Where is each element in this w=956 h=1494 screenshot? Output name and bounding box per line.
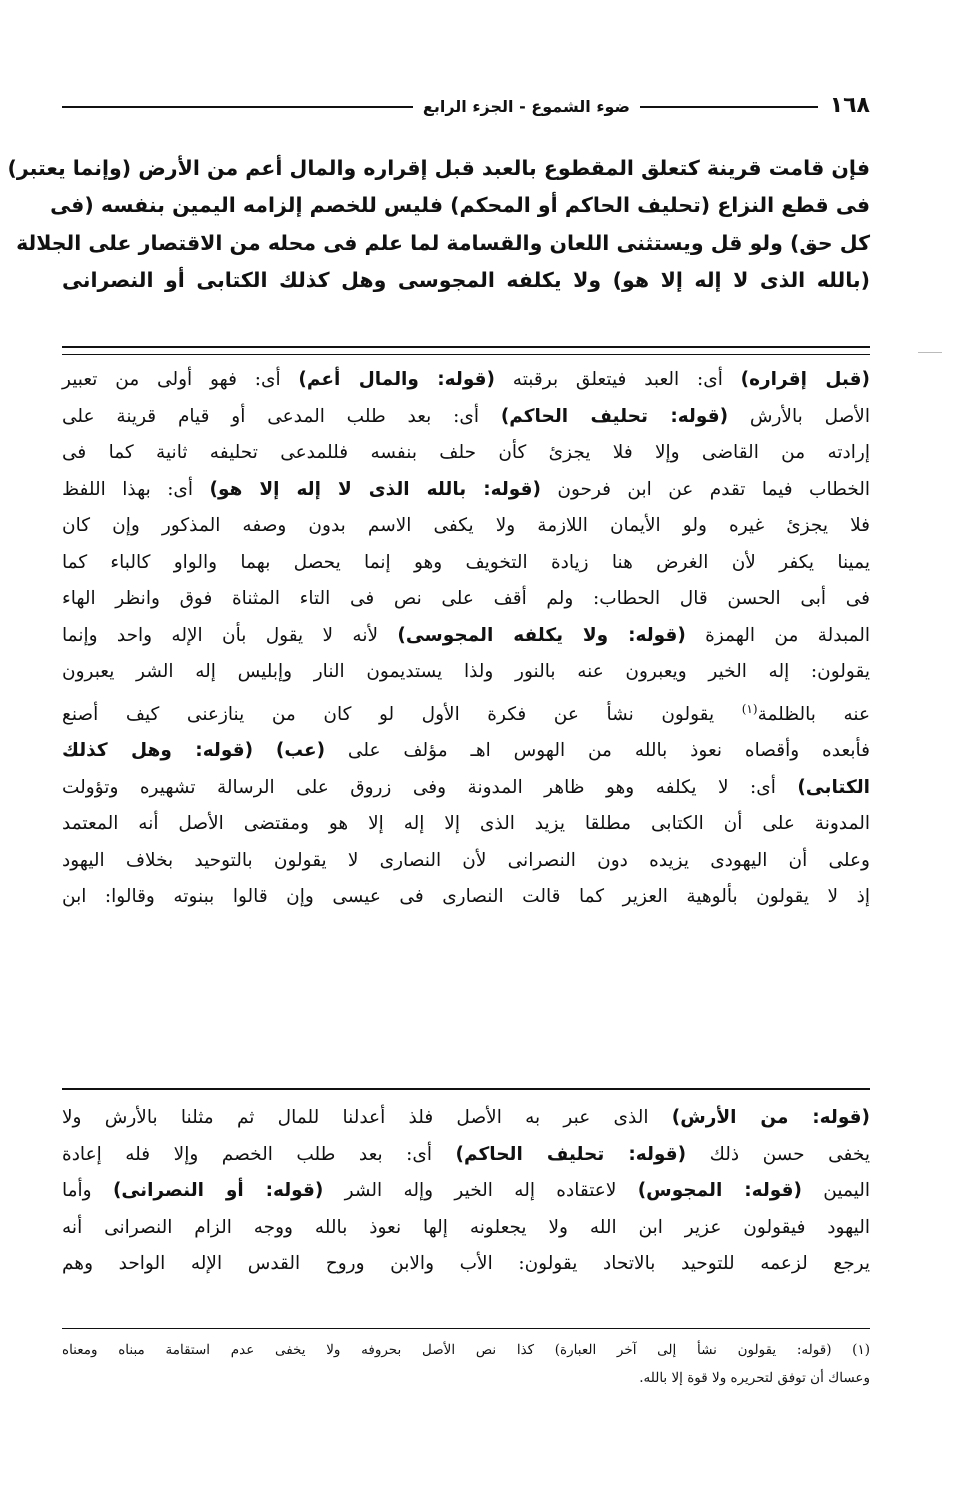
commentary-line: فلا يجزئ غيره ولو الأيمان اللازمة ولا يكفى الاسم بدون وصفه المذكور وإن كان: [62, 515, 870, 536]
main-text-line: فى قطع النزاع (تحليف الحاكم أو المحكم) فليس للخصم إلزامه اليمين بنفسه (فى: [50, 193, 870, 218]
gloss-line: اليهود فيقولون عزير ابن الله ولا يجعلونه إلها نعوذ بالله ووجه الزام النصرانى أنه: [62, 1216, 870, 1238]
main-text: [7, 150, 870, 300]
commentary-line: عنه بالظلمة$^{(١)}$ يقولون نشأ عن فكرة الأول لو كان من ينازعنى كيف أصنع: [62, 701, 870, 725]
commentary-line: فأبعده وأقصاه نعوذ بالله من الهوس اهـ مؤلف على (عب) (قوله: وهل كذلك: [62, 740, 870, 762]
page-header: [62, 84, 870, 128]
footnote-line: وعساك أن توفق لتحريره ولا قوة إلا بالله.: [639, 1370, 870, 1386]
footnote-line: (١) (قوله: يقولون نشأ إلى آخر العبارة) كذا نص الأصل بحروفه ولا يخفى عدم استقامة مبناه ومعناه: [62, 1342, 870, 1358]
commentary-line: المبدلة من الهمزة (قوله: ولا يكلفه المجوسى) لأنه لا يقول بأن الإله واحد وإنما: [62, 624, 871, 646]
commentary-line: يقولون: إله الخير ويعبرون عنه بالنور ولذا يستديمون النار وإبليس إله الشر يعبرون: [62, 661, 870, 682]
gloss-line: اليمين (قوله: المجوس) لاعتقاده إله الخير وإله الشر (قوله: أو النصرانى) وأما: [62, 1180, 870, 1201]
commentary-line: إرادته من القاضى وإلا فلا يجزئ كأن حلف بنفسه فللمدعى تحليفه ثانية كما فى: [62, 442, 870, 463]
gloss-line: (قوله: من الأرش) الذى عبر به الأصل فلذ أعدلنا للمال ثم مثلنا بالأرش ولا: [62, 1107, 870, 1128]
commentary-line: يمينا يكفر لأن الغرض هنا زيادة التخويف وهو إنما يحصل بهما والواو كالباء كما: [62, 551, 870, 573]
gloss-line: يخفى حسن ذلك (قوله: تحليف الحاكم) أى: بعد طلب الخصم وإلا فله إعادة: [62, 1143, 870, 1165]
main-text-line: (بالله الذى لا إله إلا هو) ولا يكلفه المجوسى وهل كذلك الكتابى أو النصرانى: [62, 268, 870, 293]
book-page: [7, 84, 871, 1424]
footnote-divider: [62, 1328, 870, 1329]
main-text-line: كل حق) ولو قل ويستثنى اللعان والقسامة لما علم فى محله من الاقتصار على الجلالة: [16, 230, 870, 255]
gloss-line: يرجع لزعمه للتوحيد بالاتحاد يقولون: الأب والابن وروح القدس الإله الواحد وهم: [62, 1253, 870, 1274]
footnote: [62, 1336, 870, 1392]
commentary-line: الخطاب فيما تقدم عن ابن فرحون (قوله: بالله الذى لا إله إلا هو) أى: بهذا اللفظ: [62, 478, 870, 500]
running-title: ضوء الشموع - الجزء الرابع: [413, 94, 640, 120]
page-number: ١٦٨: [818, 90, 870, 122]
commentary: [62, 362, 870, 916]
commentary-line: الأصل بالأرش (قوله: تحليف الحاكم) أى: بعد طلب المدعى أو قيام قرينة على: [62, 405, 870, 427]
gloss: [62, 1100, 870, 1283]
main-text-divider: [62, 346, 870, 355]
commentary-line: المدونة على أن الكتابى مطلقا يزيد الذى إلا إله إلا هو ومقتضى الأصل أنه المعتمد: [62, 813, 870, 835]
commentary-divider: [62, 1088, 870, 1090]
margin-mark: [918, 352, 942, 353]
commentary-line: (قبل إقراره) أى: العبد فيتعلق برقبته (قوله: والمال أعم) أى: فهو أولى من تعبير: [62, 369, 870, 390]
commentary-line: فى أبى الحسن قال الحطاب: ولم أقف على نص فى التاء المثناة فوق وانظر الهاء: [62, 588, 870, 609]
footnote-ref: (١): [741, 701, 758, 716]
commentary-line: وعلى أن اليهودى يزيده دون النصرانى لأن النصارى لا يقولون بالتوحيد بخلاف اليهود: [62, 849, 870, 871]
main-text-line: فإن قامت قرينة كتعلق المقطوع بالعبد قبل إقراره والمال أعم من الأرض (وإنما يعتبر): [7, 156, 870, 180]
commentary-line: الكتابى) أى: لا يكلفه وهو ظاهر المدونة وفى زروق على الرسالة تشهيره وتؤولت: [62, 776, 870, 798]
commentary-line: إذ لا يقولون بألوهية العزير كما قالت النصارى فى عيسى وإن قالوا ببنوته وقالوا: ابن: [62, 886, 870, 908]
